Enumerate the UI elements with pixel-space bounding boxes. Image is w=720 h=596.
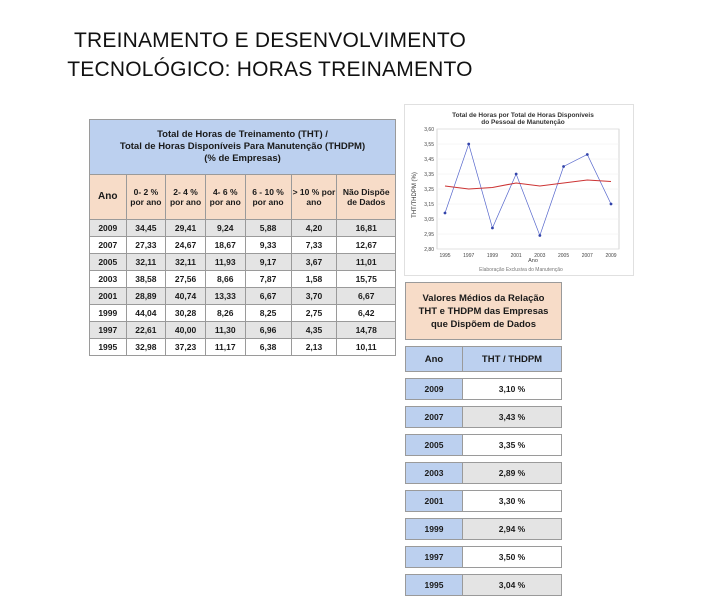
chart-point [491, 227, 494, 230]
table-row [90, 288, 396, 305]
table-row [90, 254, 396, 271]
chart-point [538, 234, 541, 237]
col-header-ano: Ano [90, 175, 127, 220]
chart-point [586, 153, 589, 156]
side-table-row [406, 491, 562, 512]
row-value-cell: 9,24 [205, 220, 245, 237]
row-value-cell: 2,13 [291, 339, 337, 356]
side-caption-line-3: que Dispõem de Dados [430, 318, 537, 330]
side-row-year: 1995 [406, 575, 463, 596]
chart-x-label: Ano [528, 258, 538, 264]
row-value-cell: 3,67 [291, 254, 337, 271]
chart-series-line [445, 144, 611, 236]
row-year-cell: 2001 [90, 288, 127, 305]
side-table-row [406, 463, 562, 484]
side-table-row [406, 575, 562, 596]
chart-x-tick-label: 1997 [463, 253, 475, 259]
chart-y-tick-label: 3,55 [424, 142, 434, 148]
chart-trend-line [445, 180, 611, 189]
row-value-cell: 29,41 [166, 220, 206, 237]
chart-panel [404, 104, 634, 276]
side-table-row [406, 519, 562, 540]
side-table-row [406, 407, 562, 428]
row-value-cell: 8,66 [205, 271, 245, 288]
side-row-year: 2003 [406, 463, 463, 484]
row-value-cell: 8,25 [245, 305, 291, 322]
table-row [90, 220, 396, 237]
row-value-cell: 13,33 [205, 288, 245, 305]
row-value-cell: 6,42 [337, 305, 396, 322]
chart-x-tick-label: 2001 [510, 253, 522, 259]
side-row-value: 2,89 % [463, 463, 562, 484]
side-row-value: 3,43 % [463, 407, 562, 428]
row-value-cell: 6,96 [245, 322, 291, 339]
row-value-cell: 38,58 [126, 271, 166, 288]
chart-y-tick-label: 3,35 [424, 172, 434, 178]
col-header-0-2: 0- 2 % por ano [126, 175, 166, 220]
caption-line-1: Total de Horas de Treinamento (THT) / [157, 129, 328, 140]
row-value-cell: 4,35 [291, 322, 337, 339]
side-caption-line-2: THT e THDPM das Empresas [418, 305, 549, 317]
row-value-cell: 9,17 [245, 254, 291, 271]
row-value-cell: 32,98 [126, 339, 166, 356]
caption-line-3: (% de Empresas) [204, 153, 281, 164]
col-header-4-6: 4- 6 % por ano [205, 175, 245, 220]
chart-x-tick-label: 2009 [605, 253, 617, 259]
row-value-cell: 12,67 [337, 237, 396, 254]
row-value-cell: 7,33 [291, 237, 337, 254]
col-header-no-data: Não Dispõe de Dados [337, 175, 396, 220]
chart-x-tick-label: 1999 [486, 253, 498, 259]
table-row [90, 271, 396, 288]
row-value-cell: 37,23 [166, 339, 206, 356]
side-row-value: 3,50 % [463, 547, 562, 568]
row-value-cell: 18,67 [205, 237, 245, 254]
caption-line-2: Total de Horas Disponíveis Para Manutenção (THDPM) [119, 141, 366, 152]
table-row [90, 237, 396, 254]
side-table-row [406, 547, 562, 568]
side-row-value: 3,30 % [463, 491, 562, 512]
row-value-cell: 7,87 [245, 271, 291, 288]
row-value-cell: 1,58 [291, 271, 337, 288]
side-row-value: 3,35 % [463, 435, 562, 456]
col-header-gt-10: > 10 % por ano [291, 175, 337, 220]
chart-y-label: THT/THDPM (%) [412, 172, 418, 218]
chart-point [610, 203, 613, 206]
row-year-cell: 2009 [90, 220, 127, 237]
row-value-cell: 16,81 [337, 220, 396, 237]
side-table-caption [406, 283, 562, 340]
row-value-cell: 4,20 [291, 220, 337, 237]
chart-y-tick-label: 2,80 [424, 247, 434, 253]
row-year-cell: 1997 [90, 322, 127, 339]
side-row-value: 3,10 % [463, 379, 562, 400]
side-table-row [406, 435, 562, 456]
chart-point [444, 212, 447, 215]
chart-y-tick-label: 3,45 [424, 157, 434, 163]
row-value-cell: 27,56 [166, 271, 206, 288]
row-value-cell: 2,75 [291, 305, 337, 322]
table-row [90, 339, 396, 356]
chart-y-tick-label: 3,05 [424, 217, 434, 223]
chart-point [515, 173, 518, 176]
side-row-year: 2001 [406, 491, 463, 512]
side-header-value: THT / THDPM [463, 347, 562, 372]
row-value-cell: 14,78 [337, 322, 396, 339]
row-value-cell: 15,75 [337, 271, 396, 288]
row-value-cell: 24,67 [166, 237, 206, 254]
chart-y-tick-label: 3,60 [424, 127, 434, 133]
training-hours-table [89, 119, 396, 356]
chart-x-tick-label: 2005 [558, 253, 570, 259]
row-value-cell: 22,61 [126, 322, 166, 339]
chart-y-tick-label: 2,95 [424, 232, 434, 238]
row-value-cell: 10,11 [337, 339, 396, 356]
row-value-cell: 11,17 [205, 339, 245, 356]
row-value-cell: 11,01 [337, 254, 396, 271]
row-year-cell: 2003 [90, 271, 127, 288]
row-value-cell: 27,33 [126, 237, 166, 254]
side-row-value: 2,94 % [463, 519, 562, 540]
chart-point [562, 165, 565, 168]
row-value-cell: 40,74 [166, 288, 206, 305]
chart-point [467, 143, 470, 146]
side-row-year: 1997 [406, 547, 463, 568]
row-value-cell: 28,89 [126, 288, 166, 305]
row-value-cell: 30,28 [166, 305, 206, 322]
row-value-cell: 11,30 [205, 322, 245, 339]
chart-x-tick-label: 2003 [534, 253, 546, 259]
chart-title: Total de Horas por Total de Horas Disponíveis do Pessoal de Manutenção [452, 112, 594, 126]
row-value-cell: 44,04 [126, 305, 166, 322]
col-header-6-10: 6 - 10 % por ano [245, 175, 291, 220]
row-value-cell: 34,45 [126, 220, 166, 237]
chart-x-tick-label: 2007 [581, 253, 593, 259]
row-year-cell: 2007 [90, 237, 127, 254]
side-row-year: 2005 [406, 435, 463, 456]
side-row-value: 3,04 % [463, 575, 562, 596]
row-value-cell: 9,33 [245, 237, 291, 254]
row-value-cell: 6,67 [245, 288, 291, 305]
side-header-year: Ano [406, 347, 463, 372]
row-value-cell: 8,26 [205, 305, 245, 322]
chart-source: Elaboração Exclusiva do Manutenção [479, 267, 563, 273]
row-year-cell: 1999 [90, 305, 127, 322]
side-caption-line-1: Valores Médios da Relação [422, 292, 545, 304]
table-row [90, 322, 396, 339]
row-value-cell: 6,38 [245, 339, 291, 356]
line-chart [405, 105, 633, 275]
row-value-cell: 3,70 [291, 288, 337, 305]
row-value-cell: 6,67 [337, 288, 396, 305]
row-value-cell: 11,93 [205, 254, 245, 271]
row-value-cell: 40,00 [166, 322, 206, 339]
page-title [20, 26, 520, 84]
title-line-1: TREINAMENTO E DESENVOLVIMENTO [73, 29, 467, 52]
col-header-2-4: 2- 4 % por ano [166, 175, 206, 220]
side-table-row [406, 379, 562, 400]
table-caption [90, 120, 396, 175]
row-year-cell: 1995 [90, 339, 127, 356]
title-line-2: TECNOLÓGICO: HORAS TREINAMENTO [67, 58, 473, 81]
chart-y-tick-label: 3,15 [424, 202, 434, 208]
side-row-year: 1999 [406, 519, 463, 540]
row-value-cell: 5,88 [245, 220, 291, 237]
side-row-year: 2009 [406, 379, 463, 400]
table-body [90, 220, 396, 356]
side-row-year: 2007 [406, 407, 463, 428]
chart-y-tick-label: 3,25 [424, 187, 434, 193]
row-value-cell: 32,11 [126, 254, 166, 271]
average-ratio-table [405, 282, 562, 596]
chart-x-tick-label: 1995 [439, 253, 451, 259]
table-row [90, 305, 396, 322]
row-value-cell: 32,11 [166, 254, 206, 271]
row-year-cell: 2005 [90, 254, 127, 271]
